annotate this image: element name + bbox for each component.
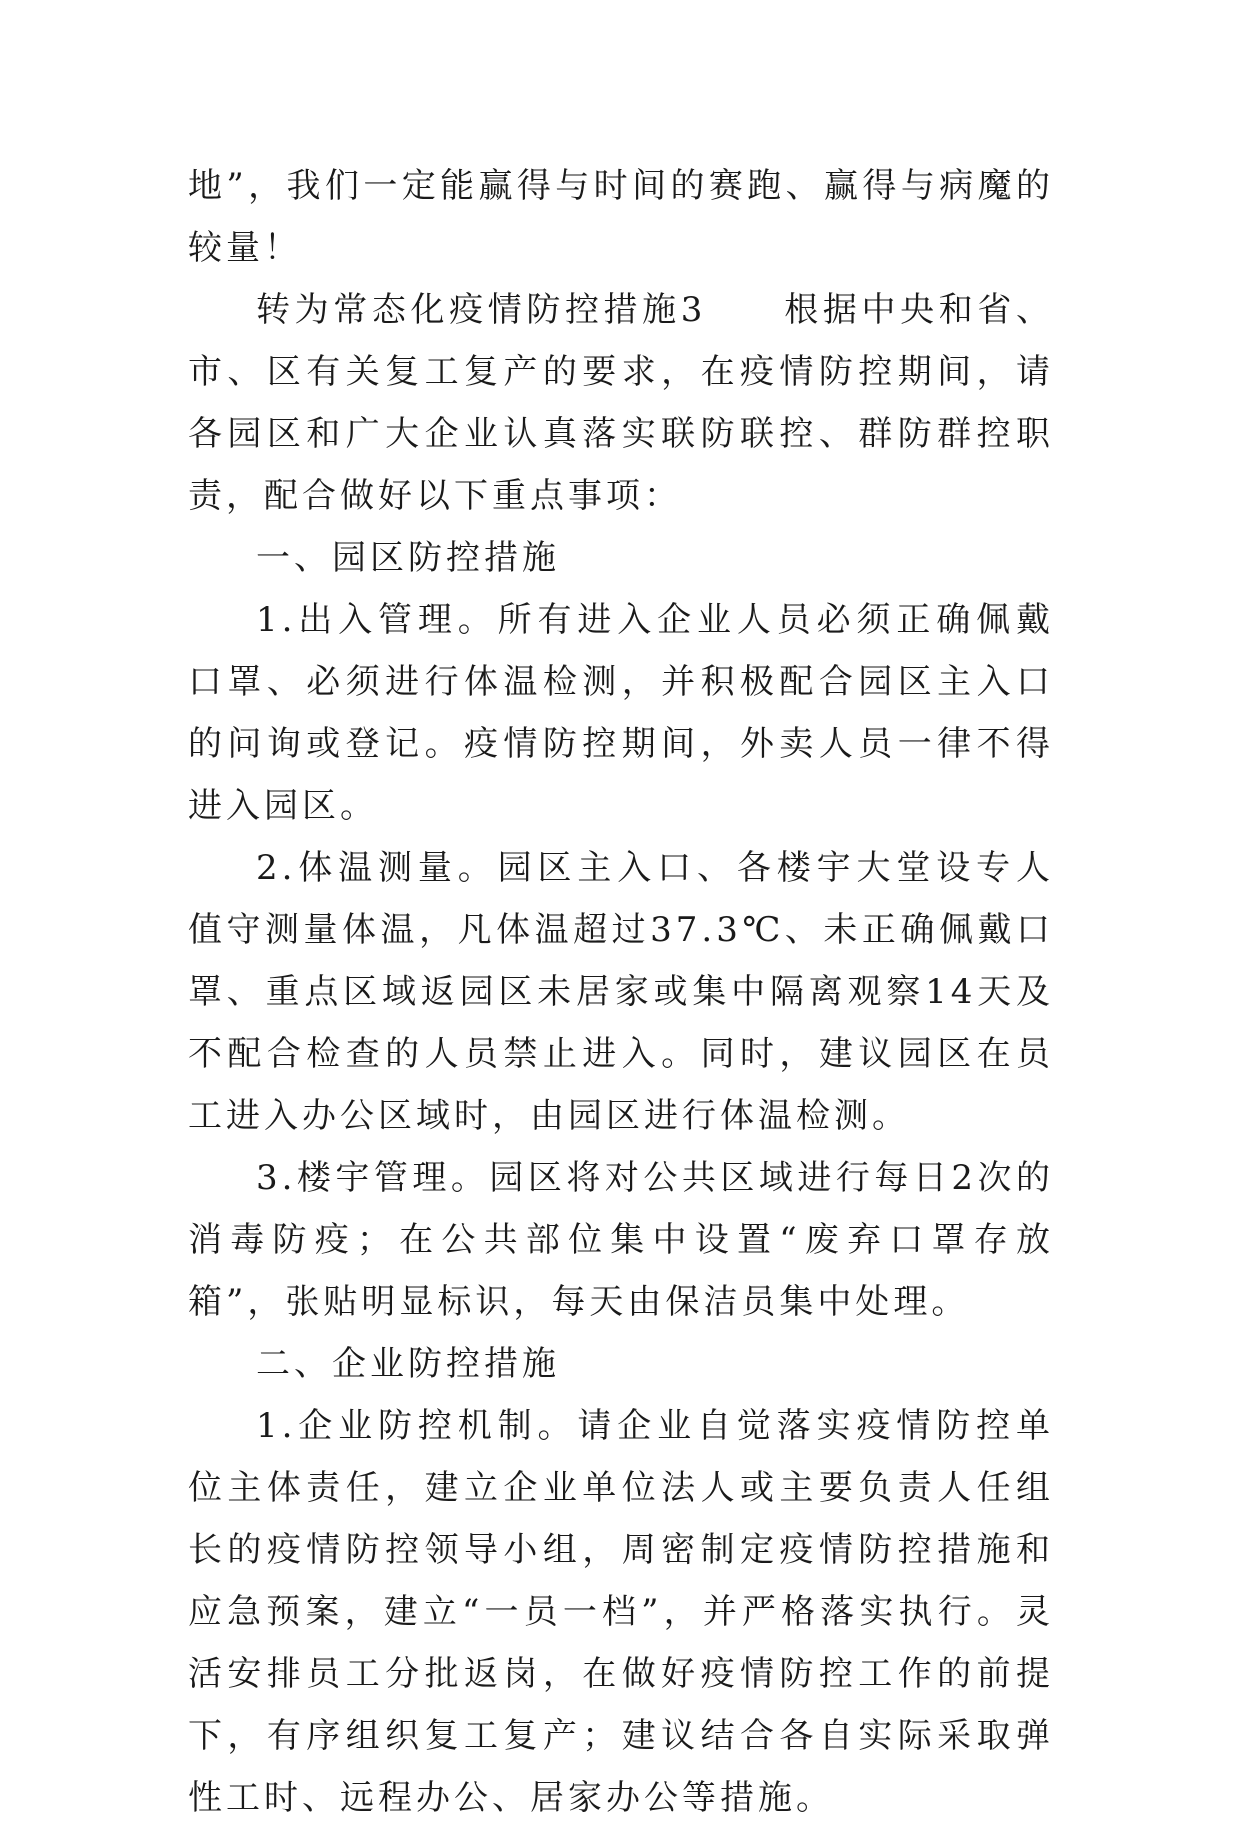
section-heading-park: 一、园区防控措施	[256, 538, 560, 578]
paragraph-building-management: 3.楼宇管理。园区将对公共区域进行每日2次的消毒防疫；在公共部位集中设置“废弃口罩存放箱”，张贴明显标识，每天由保洁员集中处理。	[188, 1158, 1054, 1322]
paragraph-intro: 转为常态化疫情防控措施3 根据中央和省、市、区有关复工复产的要求，在疫情防控期间，请各园区和广大企业认真落实联防联控、群防群控职责，配合做好以下重点事项：	[188, 290, 1054, 516]
paragraph-continuation: 地”，我们一定能赢得与时间的赛跑、赢得与病魔的较量！	[188, 166, 1054, 268]
paragraph-entry-management: 1.出入管理。所有进入企业人员必须正确佩戴口罩、必须进行体温检测，并积极配合园区主入口的问询或登记。疫情防控期间，外卖人员一律不得进入园区。	[188, 600, 1054, 826]
paragraph-enterprise-mechanism: 1.企业防控机制。请企业自觉落实疫情防控单位主体责任，建立企业单位法人或主要负责人任组长的疫情防控领导小组，周密制定疫情防控措施和应急预案，建立“一员一档”，并严格落实执行。灵活安排员工分批返岗，在做好疫情防控工作的前提下，有序组织复工复产；建议结合各自实际采取弹性工时、远程办公、居家办公等措施。	[188, 1406, 1054, 1818]
section-heading-enterprise: 二、企业防控措施	[256, 1344, 560, 1384]
paragraph-temperature: 2.体温测量。园区主入口、各楼宇大堂设专人值守测量体温，凡体温超过37.3℃、未正确佩戴口罩、重点区域返园区未居家或集中隔离观察14天及不配合检查的人员禁止进入。同时，建议园区在员工进入办公区域时，由园区进行体温检测。	[188, 848, 1054, 1136]
document-body	[188, 155, 1054, 1829]
